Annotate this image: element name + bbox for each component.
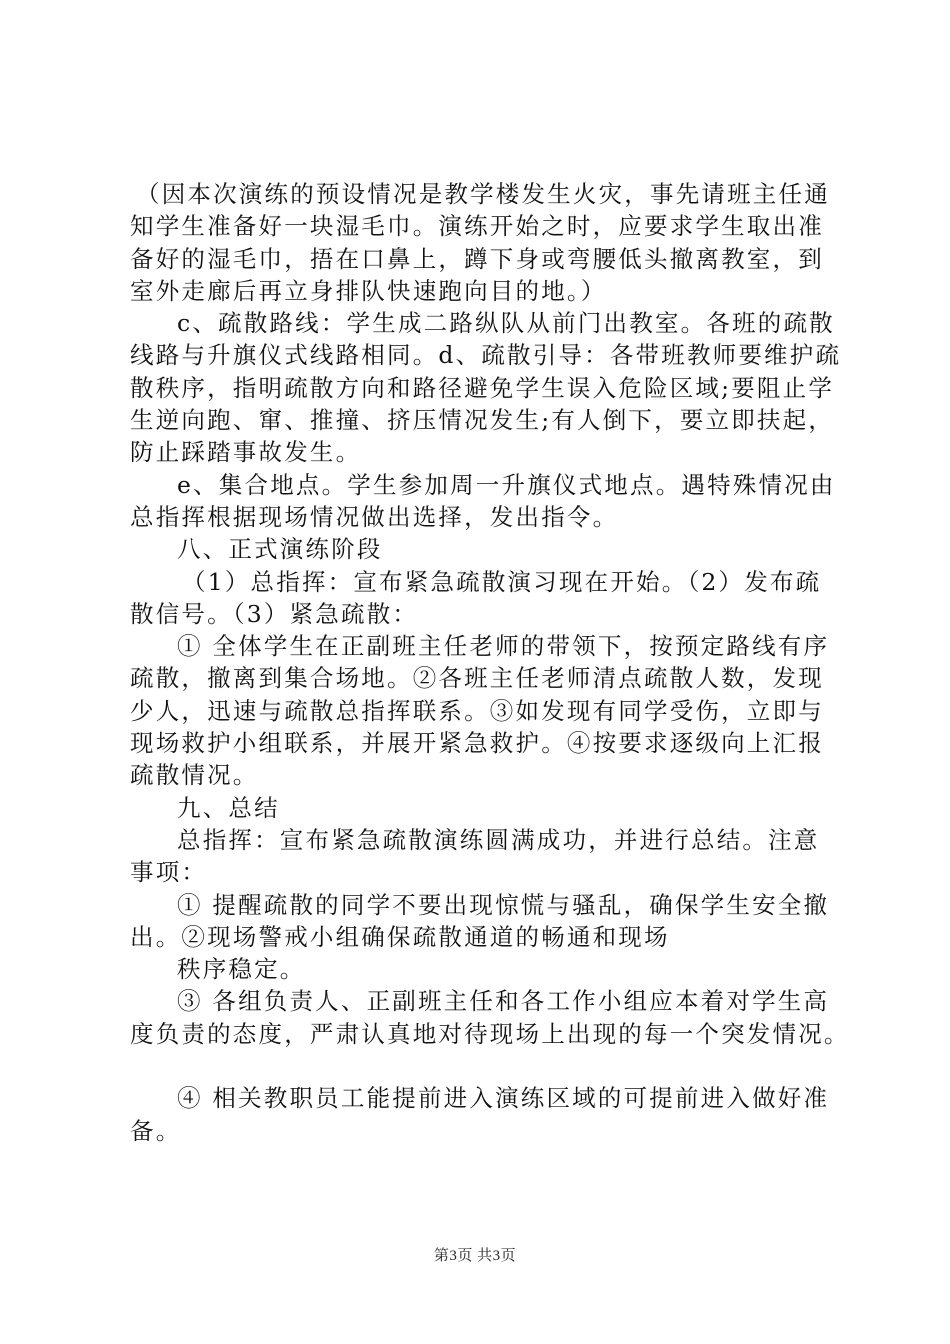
text-line: 秩序稳定。	[177, 955, 306, 984]
text-line: 少人，迅速与疏散总指挥联系。③如发现有同学受伤，立即与	[130, 696, 824, 725]
text-line: （因本次演练的预设情况是教学楼发生火灾，事先请班主任通	[136, 180, 830, 208]
text-line: 总指挥根据现场情况做出选择，发出指令。	[130, 502, 619, 531]
text-line: 备好的湿毛巾，捂在口鼻上，蹲下身或弯腰低头撤离教室，到	[130, 244, 824, 273]
text-line: ① 全体学生在正副班主任老师的带领下，按预定路线有序	[177, 632, 830, 661]
text-line: 疏散情况。	[130, 761, 259, 790]
text-line: 知学生准备好一块湿毛巾。演练开始之时，应要求学生取出准	[130, 212, 824, 241]
text-line: 出。②现场警戒小组确保疏散通道的畅通和现场	[130, 922, 670, 951]
text-line: 线路与升旗仪式线路相同。d、疏散引导：各带班教师要维护疏	[130, 341, 842, 370]
text-line: 备。	[130, 1116, 182, 1145]
text-line: c、疏散路线：学生成二路纵队从前门出教室。各班的疏散	[177, 309, 835, 338]
text-line: 总指挥：宣布紧急疏散演练圆满成功，并进行总结。注意	[177, 825, 820, 854]
text-line: 现场救护小组联系，并展开紧急救护。④按要求逐级向上汇报	[130, 729, 824, 758]
text-line: 生逆向跑、窜、推撞、挤压情况发生;有人倒下，要立即扶起，	[130, 406, 835, 435]
text-line: （1）总指挥：宣布紧急疏散演习现在开始。（2）发布疏	[182, 567, 822, 596]
text-line: 疏散，撤离到集合场地。②各班主任老师清点疏散人数，发现	[130, 664, 824, 693]
document-body	[130, 178, 850, 1147]
page-footer: 第3页 共3页	[433, 1248, 517, 1264]
text-line: 散信号。（3）紧急疏散：	[130, 599, 419, 628]
blank-line	[130, 1050, 840, 1082]
text-line: 散秩序，指明疏散方向和路径避免学生误入危险区域;要阻止学	[130, 373, 835, 402]
text-line: 室外走廊后再立身排队快速跑向目的地。）	[130, 276, 607, 305]
text-line: 事项：	[130, 858, 208, 887]
text-line: e、集合地点。学生参加周一升旗仪式地点。遇特殊情况由	[177, 470, 836, 499]
text-line: ③ 各组负责人、正副班主任和各工作小组应本着对学生高	[177, 987, 830, 1016]
text-line: ① 提醒疏散的同学不要出现惊慌与骚乱，确保学生安全撤	[177, 890, 830, 919]
text-line: 度负责的态度，严肃认真地对待现场上出现的每一个突发情况。	[130, 1019, 850, 1048]
section-heading: 九、总结	[177, 793, 280, 822]
text-line: ④ 相关教职员工能提前进入演练区域的可提前进入做好准	[177, 1084, 830, 1113]
text-line: 防止踩踏事故发生。	[130, 438, 362, 467]
section-heading: 八、正式演练阶段	[177, 535, 383, 564]
